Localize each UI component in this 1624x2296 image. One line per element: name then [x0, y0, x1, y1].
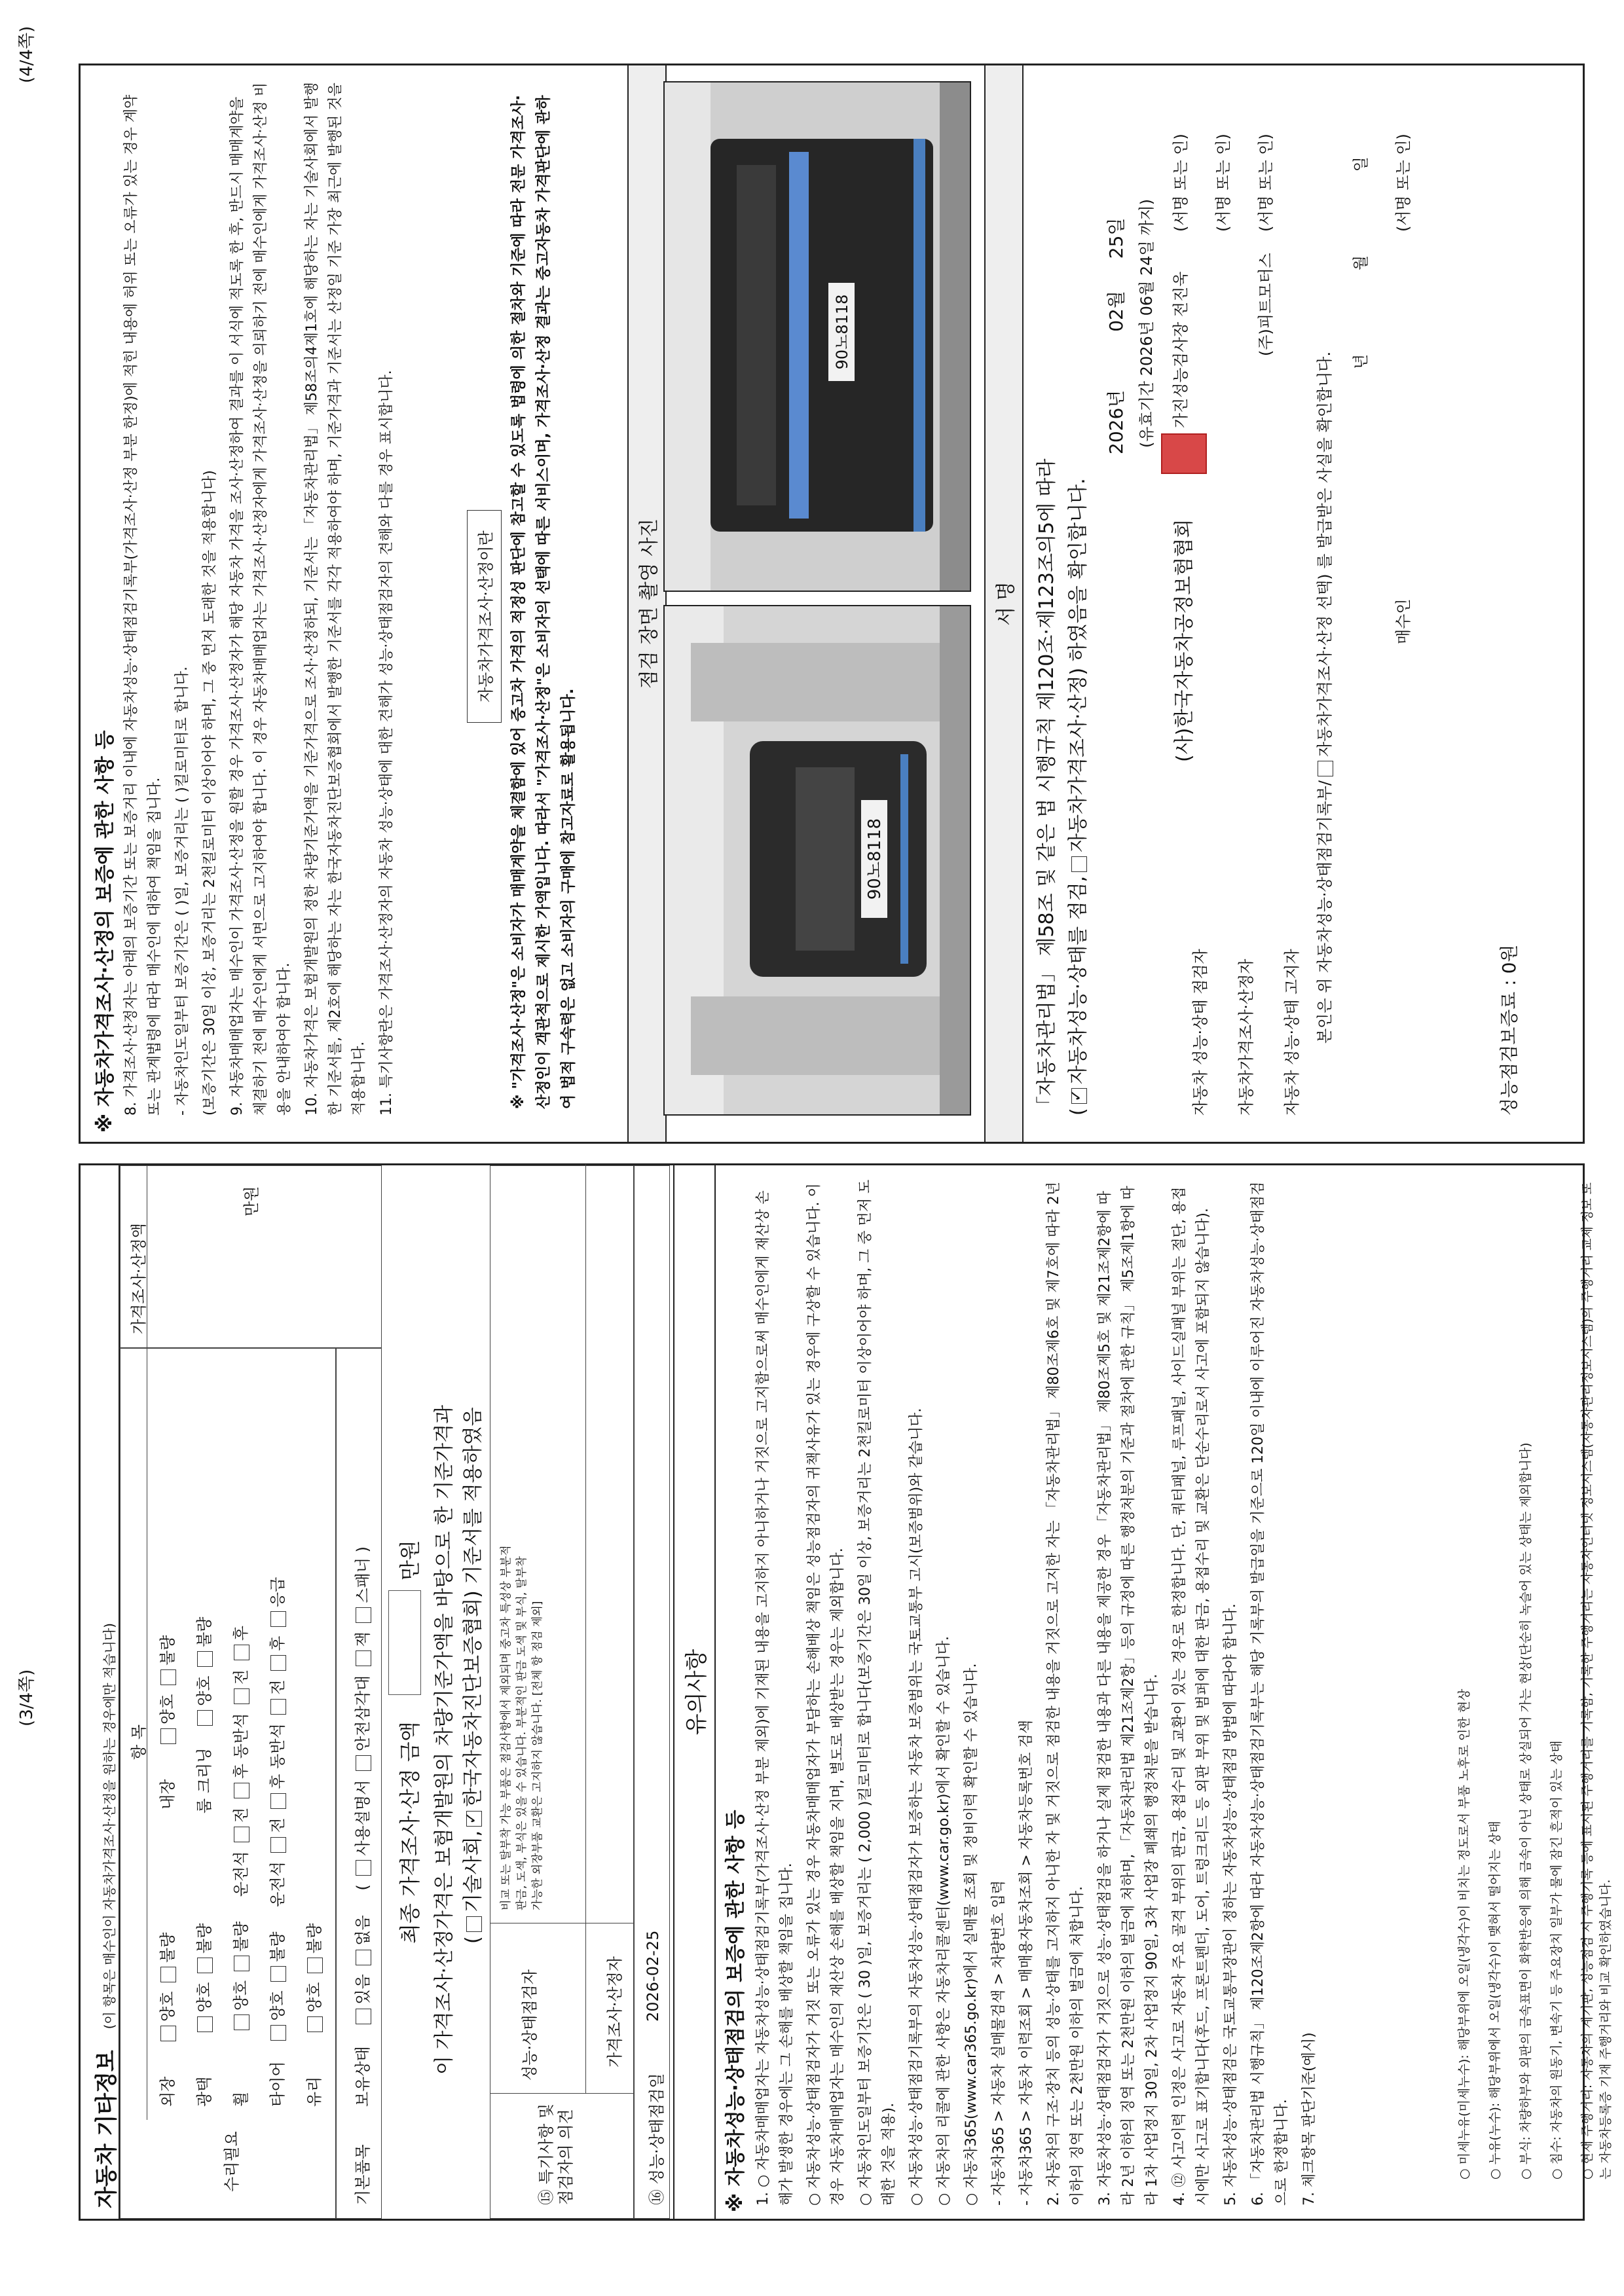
tire-emergency-checkbox[interactable] — [270, 1611, 286, 1627]
inspection-photo-rear — [663, 81, 971, 592]
wheel-good-checkbox[interactable] — [234, 2014, 249, 2030]
box-title: 자동차가격조사·산정이란 — [467, 510, 502, 723]
appraiser-sign: (서명 또는 인) — [1214, 134, 1232, 232]
interior-good-checkbox[interactable] — [160, 1728, 176, 1744]
notifier-label: 자동차 성능·상태 고지자 — [1283, 949, 1301, 1116]
sec2-item-3: 9. 자동차매매업자는 매수인이 가격조사·산정을 원할 경우 가격조사·산정자가 해당 자동차 가격을 조사·산정하여 결과를 이 서식에 적도록 한 후, 반드시 매매계약을 체결하기 전에 매수인에게 서면으로 고지하여야 합니다. 이 경우 자동차매매업자는 가격조사·산정자에게 가격조사·산정을 의뢰하기 전에 매수인에게 가격조사·산정 비용을 안내하여야 합니다. — [229, 82, 293, 1116]
plate-rear: 90노8118 — [833, 294, 851, 370]
interior-bad-checkbox[interactable] — [160, 1669, 176, 1685]
sec1-example-2: ○ 부식: 차량하부와 외판의 금속표면이 화학반응에 의해 금속이 아닌 상태로 상실되어 가는 현상(단순히 녹슬어 있는 상태는 제외합니다) — [1519, 1442, 1533, 2179]
basis-line-1: 이 가격조사·산정가격은 보험개발원의 차량기준가액을 바탕으로 한 기준가격과 — [433, 1404, 456, 2075]
inspector-org: (사)한국자동차공정보험협회 — [1173, 519, 1196, 762]
sec2-item-2: (보증기간은 30일 이상, 보증거리는 2천킬로미터 이상이어야 하며, 그 중 먼저 도래한 것을 적용합니다) — [202, 470, 218, 1116]
sec1-item-12: 6. 「자동차관리법 시행규칙」 제120조제2항에 따라 자동차성능·상태점검기록부는 해당 기록부의 발급일을 기준으로 120일 이내에 이루어진 자동차성능·상태점검으로 한정합니다. — [1250, 1181, 1290, 2206]
appraise-checkbox[interactable] — [1071, 856, 1087, 872]
sec1-body — [752, 1178, 1325, 2206]
tire-driver-front-checkbox[interactable] — [270, 1837, 286, 1853]
exterior-bad-checkbox[interactable] — [160, 1967, 176, 1982]
official-seal-stamp — [1161, 433, 1207, 474]
appraiser-label: 자동차가격조사·산정자 — [1237, 958, 1255, 1116]
sec1-item-9: 3. 자동차성능·상태점검자가 거짓으로 성능·상태점검을 하거나 실제 점검한 내용과 다른 내용을 제공한 경우 「자동차관리법」 제80조제5호 및 제21조제2항에 따라 2년 이하의 징역 또는 2천만원 이하의 벌금에 처하며, 「자동차관리법 제21조제2항」등의 규정에 따른 행정처분의 기준과 절차에 관한 규칙」 제5조제1항에 따라 1차 사업정지 30일, 2차 사업정지 90일, 3차 사업장 폐쇄의 행정처분을 받습니다. — [1097, 1186, 1160, 2206]
sec1-item-6: - 자동차365 > 자동차 실매물검색 > 차량번호 입력 — [991, 1880, 1007, 2206]
glass-good-checkbox[interactable] — [307, 2016, 323, 2032]
confirm-line: 본인은 위 자동차성능·상태점검기록부/자동차가격조사·산정 선택) 를 발급받은 사실을 확인합니다. — [1316, 351, 1334, 1044]
sec1-item-13: 7. 체크항목 판단기준(예시) — [1301, 2032, 1318, 2206]
tire-driver-rear-checkbox[interactable] — [270, 1793, 286, 1809]
sec1-item-1: ○ 자동차성능·상태점검자가 거짓 또는 오류가 있는 경우 자동차매매업자가 부담하는 손해배상 책임은 성능점검자의 귀책사유가 있는 경우에 구상할 수 있습니다. 이 경우 자동차매매업자는 매수인의 재산상 손해를 배상할 책임을 지며, 별도로 배상받는 경우는 제외합니다. — [806, 1183, 846, 2206]
sec2-body — [120, 81, 403, 1116]
page-3-of-4 — [79, 1163, 1613, 2221]
sec2-item-0: 8. 가격조사·산정자는 아래의 보증기간 또는 보증거리 이내에 자동차성능·상태점검기록부(가격조사·산정 부분 한정)에 적힌 내용에 허위 또는 오류가 있는 경우 계약 또는 관계법령에 따라 매수인에 대하여 책임을 집니다. — [123, 94, 163, 1116]
page-number-right: (4/4쪽) — [17, 26, 37, 83]
sec2-item-5: 11. 특기사항란은 가격조사·산정자의 자동차 성능·상태에 대한 견해가 성능·상태점검자의 견해와 다를 경우 표시합니다. — [378, 370, 395, 1116]
sec2-item-4: 10. 자동차가격은 보험개발원의 정한 차량기준가액을 기준가격으로 조사·산정하되, 기준서는 「자동차관리법」 제58조의4제1호에 해당하는 자는 기술사회에서 발행한 기준서를, 제2호에 해당하는 자는 한국자동차진단보증협회에서 발행한 기준서를 각각 적용하여야 하며, 기준가격과 기준서는 산정일 기준 가장 최근에 발행된 것을 적용합니다. — [304, 82, 367, 1116]
basic-items-row: 기본품목 보유상태 있음 없음 ( 사용설명서 안전삼각대 잭 스패너 ) — [336, 1348, 382, 2219]
tire-passenger-front-checkbox[interactable] — [270, 1699, 286, 1715]
box-text: ※ "가격조사·산정"은 소비자가 매매계약을 체결함에 있어 중고차 가격의 적정성 판단에 참고할 수 있도록 법령에 의한 절차와 기준에 따라 전문 가격조사·산정인이 객관적으로 제시한 가액입니다. 따라서 "가격조사·산정"은 소비자의 선택에 따른 서비스이며, 가격조사·산정 결과는 중고자동차 가격판단에 관하여 법적 구속력은 없고 소비자의 구매에 참고자료로 활용됩니다. — [510, 94, 577, 1109]
sec1-item-4: ○ 자동차의 리콜에 관한 사항은 자동차리콜센터(www.car.go.kr)에서 확인할 수 있습니다. — [936, 1636, 952, 2206]
repair-label: 수리필요 — [223, 2131, 241, 2192]
spanner-checkbox[interactable] — [356, 1607, 371, 1623]
law-line-2: (✓자동차성능·상태를 점검,자동차가격조사·산정) 하였음을 확인합니다. — [1061, 478, 1090, 1116]
triangle-checkbox[interactable] — [356, 1755, 371, 1771]
row-tire: 타이어 양호 불량 운전석 전 후 동반석 전 후 응급 — [268, 1576, 287, 2107]
final-amount-unit: 만원 — [397, 1540, 422, 1580]
confirm-date: 년 월 일 — [1352, 156, 1370, 369]
sec2-item-1: - 자동차인도일부터 보증기간은 ( )일, 보증거리는 ( )킬로미터로 합니다. — [174, 666, 191, 1116]
buyer-label: 매수인 — [1394, 598, 1412, 644]
tire-passenger-rear-checkbox[interactable] — [270, 1655, 286, 1671]
notifier-sign: (서명 또는 인) — [1257, 134, 1275, 232]
notifier-org: (주)피트모터스 — [1257, 253, 1275, 356]
tire-good-checkbox[interactable] — [270, 2025, 286, 2041]
wheel-passenger-front-checkbox[interactable] — [234, 1688, 249, 1704]
manual-checkbox[interactable] — [356, 1860, 371, 1876]
sec1-example-1: ○ 누유(누수): 해당부위에서 오일(냉각수)이 맺혀서 떨어지는 상태 — [1488, 1821, 1502, 2179]
price-unit: 만원 — [242, 1186, 261, 1216]
sec1-item-0: 1. ○ 자동차매매업자는 자동차성능·상태점검기록부(가격조사·산정 부분 제외)에 기재된 내용을 고지하지 아니하거나 거짓으로 고지함으로써 매수인에게 재산상 손해가 발생한 경우에는 그 손해를 배상할 책임을 집니다. — [755, 1190, 795, 2206]
top-note: (이 항목은 매수인이 자동차가격조사·산정을 원하는 경우에만 적습니다) — [101, 1623, 117, 2030]
buyer-sign: (서명 또는 인) — [1394, 134, 1412, 232]
exterior-good-checkbox[interactable] — [160, 2026, 176, 2041]
basic-has-checkbox[interactable] — [356, 2009, 371, 2024]
inspection-date: 2026-02-25 — [644, 1930, 662, 2022]
opinion-note: 비교 또는 탈부착 가능 부품은 점검사항에서 제외되며 중고차 특성상 부분적 판금, 도색, 부식은 있을 수 있습니다. 부분적인 판금 도색 및 부식, 탈부착 가능한 외장부품 교환은 고지하지 않습니다. [전체 항 점검 제외] — [500, 1545, 544, 1910]
row-glass: 유리 양호 불량 — [305, 1923, 323, 2107]
plate-front: 90노8118 — [865, 818, 885, 900]
sec1-item-11: 5. 자동차성능·상태점검은 국토교통부장관이 정하는 자동차성능·상태점검 방법에 따라야 합니다. — [1223, 1603, 1239, 2206]
notice-title: 유의사항 — [673, 1165, 716, 2219]
wheel-driver-rear-checkbox[interactable] — [234, 1783, 249, 1798]
basic-none-checkbox[interactable] — [356, 1950, 371, 1965]
price-column: 가격조사·산정액 만원 — [120, 1165, 382, 1348]
law-line-1: 「자동차관리법」 제58조 및 같은 법 시행규칙 제120조·제123조의5에 따라 — [1035, 458, 1058, 1116]
page-number-left: (3/4쪽) — [17, 1669, 37, 1726]
inspector-sign: (서명 또는 인) — [1172, 134, 1190, 232]
repair-table — [120, 1348, 336, 2219]
final-amount-label: 최종 가격조사·산정 금액 — [397, 1721, 422, 1944]
row-gloss: 광택 양호 불량 룸 크리닝 양호 불량 — [195, 1616, 213, 2107]
gloss-good-checkbox[interactable] — [197, 2016, 213, 2032]
inspection-photo-front — [663, 605, 971, 1116]
row-wheel: 휠 양호 불량 운전석 전 후 동반석 전 후 — [232, 1626, 250, 2107]
sec1-item-7: - 자동차365 > 자동차 이력조회 > 매매용자동차조회 > 자동차등록번호 검색 — [1018, 1720, 1035, 2206]
sec1-example-3: ○ 침수: 자동차의 원동기, 변속기 등 주요장치 일부가 물에 잠긴 흔적이 있는 상태 — [1549, 1740, 1564, 2179]
inspect-checkbox[interactable] — [1071, 1088, 1087, 1104]
sec1-examples — [1443, 1178, 1624, 2179]
validity: (유효기간 2026년 06월 24일 까지) — [1137, 198, 1156, 448]
other-info-header: 자동차 기타정보 (이 항목은 매수인이 자동차가격조사·산정을 원하는 경우에만 적습니다) — [81, 1165, 120, 2219]
sec1-item-3: ○ 자동차성능·상태점검기록부의 자동차성능·상태점검자가 보증하는 자동차 보증범위는 국토교통부 고시(보증범위)와 같습니다. — [908, 1408, 925, 2206]
wheel-driver-front-checkbox[interactable] — [234, 1827, 249, 1842]
gloss-bad-checkbox[interactable] — [197, 1958, 213, 1973]
wheel-passenger-rear-checkbox[interactable] — [234, 1645, 249, 1660]
sec2-title: ※ 자동차가격조사·산정의 보증에 관한 사항 등 — [94, 730, 117, 1133]
final-amount-input[interactable] — [388, 1590, 421, 1695]
inspector-name: 가진성능검사장 전진욱 — [1172, 271, 1190, 428]
assoc-checkbox[interactable] — [466, 1811, 482, 1827]
sign-title: 서 명 — [984, 65, 1024, 1142]
sec1-item-2: ○ 자동차인도일부터 보증기간은 ( 30 )일, 보증거리는 ( 2,000 )킬로미터로 합니다(보증기간은 30일 이상, 보증거리는 2천킬로미터 이상이어야 하며, 그 중 먼저 도래한 것을 적용). — [857, 1179, 897, 2206]
date-row: ⑯ 성능·상태점검일 2026-02-25 — [634, 1165, 670, 2219]
cleaning-bad-checkbox[interactable] — [197, 1651, 213, 1667]
photo-title: 점검 장면 촬영 사진 — [627, 65, 667, 1142]
tire-bad-checkbox[interactable] — [270, 1966, 286, 1982]
sec1-example-0: ○ 미세누유(미세누수): 해당부위에 오일(냉각수)이 비치는 정도로서 부품 노후로 인한 현상 — [1457, 1688, 1471, 2179]
sec1-item-10: 4. ⑫ 사고이력 인정은 사고로 자동차 주요 골격 부위의 판금, 용접수리 및 교환이 있는 경우로 한정합니다. 단, 쿼터패널, 루프패널, 사이드실패널 부위는 절단, 용접 시에만 사고로 표기합니다(후드, 프론트펜더, 도어, 트렁크리드 등 외판 부위 및 범퍼에 대한 판금, 용접수리 및 교환은 단순수리로서 사고에 포함되지 않습니다). — [1172, 1186, 1211, 2206]
sign-date: 2026년 02월 25일 — [1105, 217, 1127, 454]
col-header: 항 목 — [130, 1724, 148, 1760]
page-4-of-4 — [79, 64, 1585, 1144]
jack-checkbox[interactable] — [356, 1650, 371, 1666]
sec1-item-8: 2. 자동차의 구조·장치 등의 성능·상태를 고지하지 아니한 자 및 거짓으로 점검한 내용을 거짓으로 고지한 자는 「자동차관리법」 제80조제6호 및 제7호에 따라 2년 이하의 징역 또는 2천만원 이하의 벌금에 처합니다. — [1046, 1182, 1086, 2206]
cleaning-good-checkbox[interactable] — [197, 1710, 213, 1726]
sec1-item-5: ○ 자동차365(www.car365.go.kr)에서 실매물 조회 및 정비이력 확인할 수 있습니다. — [963, 1663, 980, 2206]
row-exterior: 외장 양호 불량 내장 양호 불량 — [158, 1635, 177, 2107]
opinion-table: ⑮ 특기사항 및 점검자의 의견 성능·상태점검자 비교 또는 탈부착 가능 부품은 점검사항에서 제외되며 중고차 특성상 부분적 판금, 도색, 부식은 있을 수 있습니다. 부분적인 판금 도색 및 부식, 탈부착 가능한 외장부품 교환은 고지하지 않습니다. [전체 항 점검 제외] 가격조사·산정자 — [490, 1165, 634, 2219]
glass-bad-checkbox[interactable] — [307, 1958, 323, 1973]
sec1-example-4: ○ 현재 주행거리: 자동차의 계기판, 성능점검 시 주행기록 등에 표시된 주행거리를 기록함, 기록한 주행거리는 자동차인터넷 정보시스템(자동차관리정보시스템)의 주행거리 교체 정보 또는 자동차등록증 기재 주행거리와 비교 확인하였습니다. — [1580, 1182, 1613, 2179]
wheel-bad-checkbox[interactable] — [234, 1956, 249, 1971]
basis-line-2: (기술사회,✓한국자동차진단보증협회) 기준서를 적용하였음 — [456, 1407, 485, 1944]
inspector-label: 자동차 성능·상태 점검자 — [1191, 949, 1209, 1116]
sec1-title: ※ 자동차성능·상태점검의 보증에 관한 사항 등 — [724, 1810, 747, 2212]
confirm-appraise-checkbox[interactable] — [1318, 761, 1333, 776]
fee: 성능점검보증료 : 0원 — [1498, 944, 1520, 1116]
